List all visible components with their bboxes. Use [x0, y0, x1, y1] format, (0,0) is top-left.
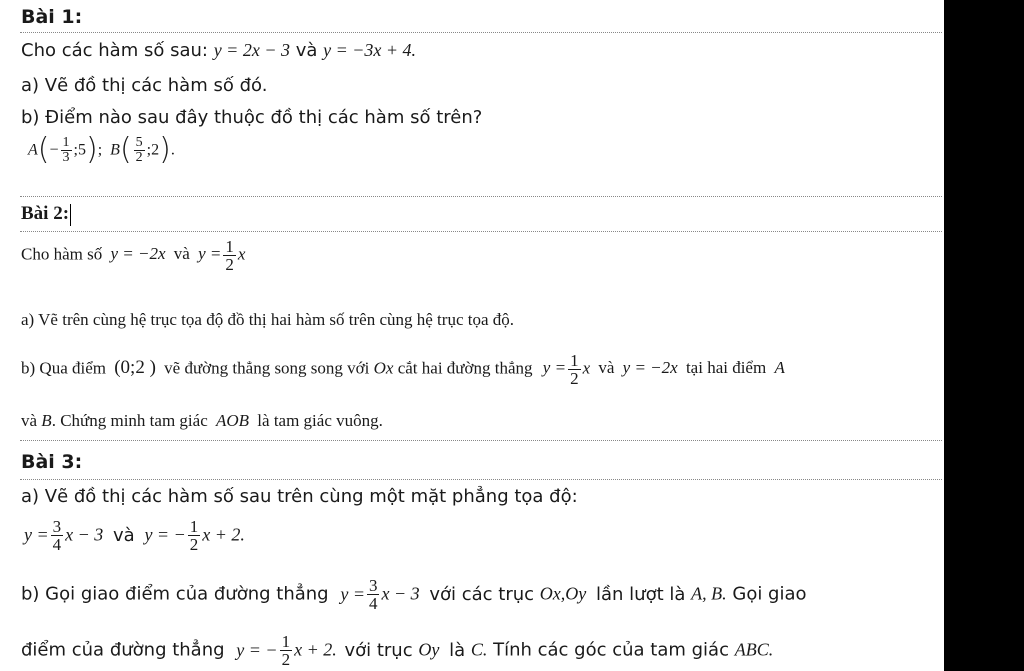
- bai2-b-text-6: là tam giác vuông.: [257, 411, 383, 430]
- bai2-b-triangle: AOB: [216, 411, 250, 430]
- bai3-c-fraction: $\frac{1}{2}$: [281, 632, 291, 669]
- bai3-function-2-lhs: y = −: [144, 524, 186, 545]
- bai2-b-point-a: A: [774, 358, 785, 378]
- bai3-title: Bài 3:: [21, 451, 83, 473]
- divider: [20, 196, 942, 197]
- bai3-functions-line: [24, 518, 245, 553]
- bai2-function-2-var: x: [237, 244, 246, 264]
- bai2-b-function-2: y = −2x: [622, 358, 678, 378]
- bai3-c-function-rest: x + 2.: [294, 639, 337, 660]
- bai1-intro: Cho các hàm số sau:: [21, 40, 208, 61]
- bai3-b-points: A, B.: [691, 583, 727, 604]
- bai2-function-2-fraction: $\frac{1}{2}$: [225, 237, 234, 274]
- bai3-c-oy: Oy: [418, 639, 440, 660]
- bai3-b-text-3: lần lượt là: [596, 583, 686, 605]
- bai2-b-point-b: B: [41, 411, 52, 430]
- bai2-intro: Cho hàm số: [21, 244, 103, 264]
- bai3-b-function-rest: x − 3: [381, 583, 420, 604]
- bai1-part-a: a) Vẽ đồ thị các hàm số đó.: [21, 75, 268, 96]
- bai2-b-and: và: [598, 358, 615, 378]
- bai2-b-text-2: vẽ đường thẳng song song với: [164, 358, 370, 378]
- bai2-b-function-lhs: y =: [542, 358, 567, 378]
- point-a-fraction: $\frac{1}{3}$: [62, 134, 70, 165]
- bai2-title-line: [21, 203, 71, 226]
- divider: [20, 231, 942, 232]
- bai3-c-text-3: là: [449, 639, 466, 661]
- bai3-b-function-lhs: y =: [340, 583, 365, 604]
- bai2-b-fraction: $\frac{1}{2}$: [570, 351, 579, 388]
- bai2-b-point: (0;2 ): [114, 357, 156, 379]
- bai3-part-a: a) Vẽ đồ thị các hàm số sau trên cùng một mặt phẳng tọa độ:: [21, 486, 578, 507]
- bai2-intro-line: [21, 238, 245, 273]
- bai3-function-1-lhs: y =: [24, 524, 49, 545]
- divider: [20, 440, 942, 441]
- bai3-part-b-line1: [21, 577, 807, 612]
- bai3-b-fraction: $\frac{3}{4}$: [368, 576, 378, 613]
- bai2-b-text-3: cắt hai đường thẳng: [397, 358, 533, 378]
- bai3-part-b-line2: [21, 633, 773, 668]
- bai2-part-b-line1: [21, 352, 785, 387]
- bai1-intro-line: [21, 40, 416, 61]
- bai3-b-text-4: Gọi giao: [732, 583, 807, 605]
- point-b-y: 2: [151, 141, 160, 159]
- bai3-c-triangle: ABC.: [734, 639, 774, 660]
- bai3-function-2-fraction: $\frac{1}{2}$: [189, 517, 199, 554]
- bai2-function-1: y = −2x: [110, 244, 166, 264]
- bai2-b-ox: Ox: [373, 358, 394, 378]
- point-a-label: A: [28, 141, 38, 159]
- bai3-b-axes: Ox,Oy: [539, 583, 587, 604]
- bai2-function-2-lhs: y =: [198, 244, 222, 264]
- bai2-title: Bài 2:: [21, 203, 70, 224]
- bai3-c-point: C.: [470, 639, 488, 660]
- bai1-function-1: y = 2x − 3: [213, 40, 290, 60]
- text-cursor: [70, 204, 71, 226]
- bai3-c-text-1: điểm của đường thẳng: [21, 639, 225, 661]
- bai2-b-text-5: . Chứng minh tam giác: [51, 411, 208, 430]
- point-b-fraction: $\frac{5}{2}$: [135, 134, 143, 165]
- bai2-part-b-line2: [21, 411, 383, 431]
- bai3-b-text-1: b) Gọi giao điểm của đường thẳng: [21, 583, 329, 605]
- divider: [20, 32, 942, 33]
- divider: [20, 479, 942, 480]
- point-a-sign: −: [49, 141, 59, 159]
- point-b-label: B: [110, 141, 120, 159]
- bai2-b-and-2: và: [21, 411, 38, 430]
- bai3-c-text-4: Tính các góc của tam giác: [493, 639, 729, 661]
- bai2-part-a: a) Vẽ trên cùng hệ trục tọa độ đồ thị hai hàm số trên cùng hệ trục tọa độ.: [21, 310, 515, 329]
- bai3-function-1-fraction: $\frac{3}{4}$: [52, 517, 62, 554]
- bai1-points: A(− $\frac{1}{3}$ ;5); B( $\frac{5}{2}$ ;2).: [28, 132, 175, 167]
- bai1-and: và: [295, 40, 318, 61]
- bai3-function-1-rest: x − 3: [65, 524, 104, 545]
- bai2-b-text-1: b) Qua điểm: [21, 358, 106, 378]
- bai2-b-function-var: x: [582, 358, 591, 378]
- bai3-c-function-lhs: y = −: [236, 639, 278, 660]
- black-side-panel: [944, 0, 1024, 671]
- bai2-b-text-4: tại hai điểm: [685, 358, 767, 378]
- bai3-c-text-2: với trục: [344, 639, 413, 661]
- bai2-and: và: [173, 244, 190, 264]
- bai1-function-2: y = −3x + 4.: [323, 40, 417, 60]
- bai3-and: và: [113, 524, 135, 546]
- point-a-y: 5: [77, 141, 86, 159]
- bai1-part-b: b) Điểm nào sau đây thuộc đồ thị các hàm số trên?: [21, 107, 483, 128]
- bai3-b-text-2: với các trục: [429, 583, 535, 605]
- bai3-function-2-rest: x + 2.: [202, 524, 245, 545]
- bai1-title: Bài 1:: [21, 6, 83, 28]
